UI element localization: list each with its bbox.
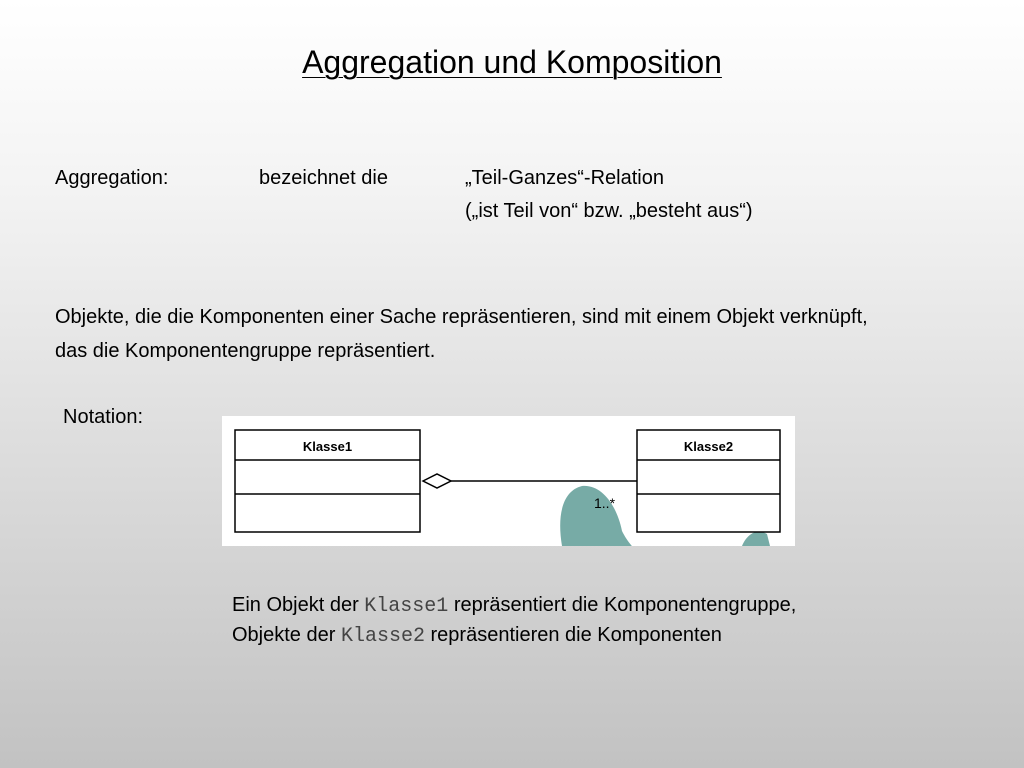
explanation-line-2-prefix: Objekte der (232, 624, 341, 646)
explanation-line-1 (232, 591, 796, 621)
class-box-klasse2 (637, 430, 780, 532)
multiplicity-label: 1..* (594, 495, 616, 511)
aggregation-association (423, 474, 637, 511)
uml-aggregation-diagram (222, 416, 795, 546)
explanation-line-2-suffix: repräsentieren die Komponenten (424, 624, 722, 646)
definition-term: Aggregation: (55, 167, 169, 189)
class-box-klasse1 (235, 430, 420, 532)
description-paragraph (55, 300, 1005, 368)
definition-relation: „Teil-Ganzes“-Relation (465, 167, 664, 189)
notation-label: Notation: (63, 406, 144, 428)
class-name-code-klasse1: Klasse1 (364, 595, 449, 618)
description-line-2: das die Komponentengruppe repräsentiert. (55, 340, 436, 362)
description-line-1: Objekte, die die Komponenten einer Sache repräsentieren, sind mit einem Objekt verknüpft, (55, 306, 868, 328)
slide-title: Aggregation und Komposition (302, 44, 722, 80)
explanation-line-1-prefix: Ein Objekt der (232, 594, 365, 616)
explanation-text (232, 591, 796, 651)
class-name-code-klasse2: Klasse2 (340, 625, 425, 648)
explanation-line-1-suffix: repräsentiert die Komponentengruppe, (448, 594, 797, 616)
explanation-line-2 (232, 621, 796, 651)
definition-verb: bezeichnet die (259, 167, 388, 189)
class-name-klasse1: Klasse1 (302, 439, 353, 454)
class-name-klasse2: Klasse2 (683, 439, 734, 454)
aggregation-diamond-icon (423, 474, 451, 488)
definition-paraphrase: („ist Teil von“ bzw. „besteht aus“) (465, 200, 753, 222)
